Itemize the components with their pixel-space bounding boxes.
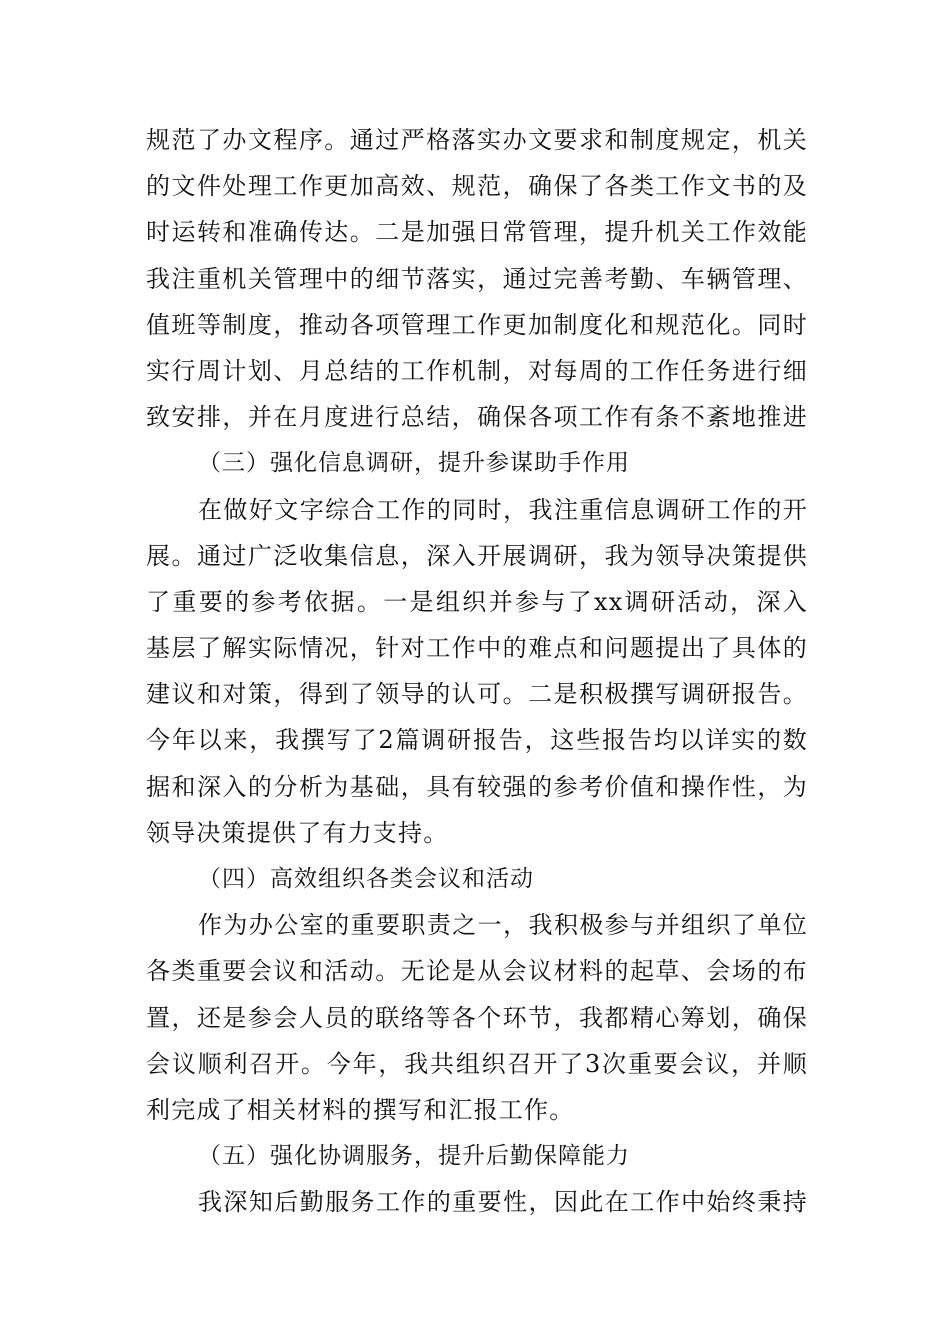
section-heading: （五）强化协调服务，提升后勤保障能力 [198,1143,630,1170]
text-line: 展。通过广泛收集信息，深入开展调研，我为领导决策提供 [146,541,808,570]
text-line: 我深知后勤服务工作的重要性，因此在工作中始终秉持 [198,1188,808,1217]
text-line: 我注重机关管理中的细节落实，通过完善考勤、车辆管理、 [146,264,808,293]
section-heading: （三）强化信息调研，提升参谋助手作用 [198,450,630,477]
text-line: 建议和对策，得到了领导的认可。二是积极撰写调研报告。 [146,680,808,709]
paragraph [146,902,808,1133]
paragraph [146,1179,808,1225]
text-line: 规范了办文程序。通过严格落实办文要求和制度规定，机关 [146,126,808,154]
text-line: 在做好文字综合工作的同时，我注重信息调研工作的开 [198,495,808,524]
document-body [146,117,808,1226]
text-line: 各类重要会议和活动。无论是从会议材料的起草、会场的布 [146,957,808,986]
text-line: 致安排，并在月度进行总结，确保各项工作有条不紊地推进 [146,403,808,432]
paragraph [146,487,808,857]
text-line: 置，还是参会人员的联络等各个环节，我都精心筹划，确保 [146,1003,808,1032]
text-line: 了重要的参考依据。一是组织并参与了xx调研活动，深入 [146,587,808,616]
text-line: 今年以来，我撰写了2篇调研报告，这些报告均以详实的数 [146,726,808,755]
text-line: 利完成了相关材料的撰写和汇报工作。 [146,1095,575,1124]
text-line: 时运转和准确传达。二是加强日常管理，提升机关工作效能 [146,218,808,247]
text-line: 作为办公室的重要职责之一，我积极参与并组织了单位 [198,911,808,940]
paragraph [146,117,808,440]
text-line: 的文件处理工作更加高效、规范，确保了各类工作文书的及 [146,172,808,201]
text-line: 实行周计划、月总结的工作机制，对每周的工作任务进行细 [146,356,808,385]
text-line: 领导决策提供了有力支持。 [146,818,449,847]
section-heading: （四）高效组织各类会议和活动 [198,866,534,892]
text-line: 基层了解实际情况，针对工作中的难点和问题提出了具体的 [146,634,808,663]
text-line: 值班等制度，推动各项管理工作更加制度化和规范化。同时 [146,310,808,339]
text-line: 会议顺利召开。今年，我共组织召开了3次重要会议，并顺 [146,1049,808,1078]
text-line: 据和深入的分析为基础，具有较强的参考价值和操作性，为 [146,772,808,801]
